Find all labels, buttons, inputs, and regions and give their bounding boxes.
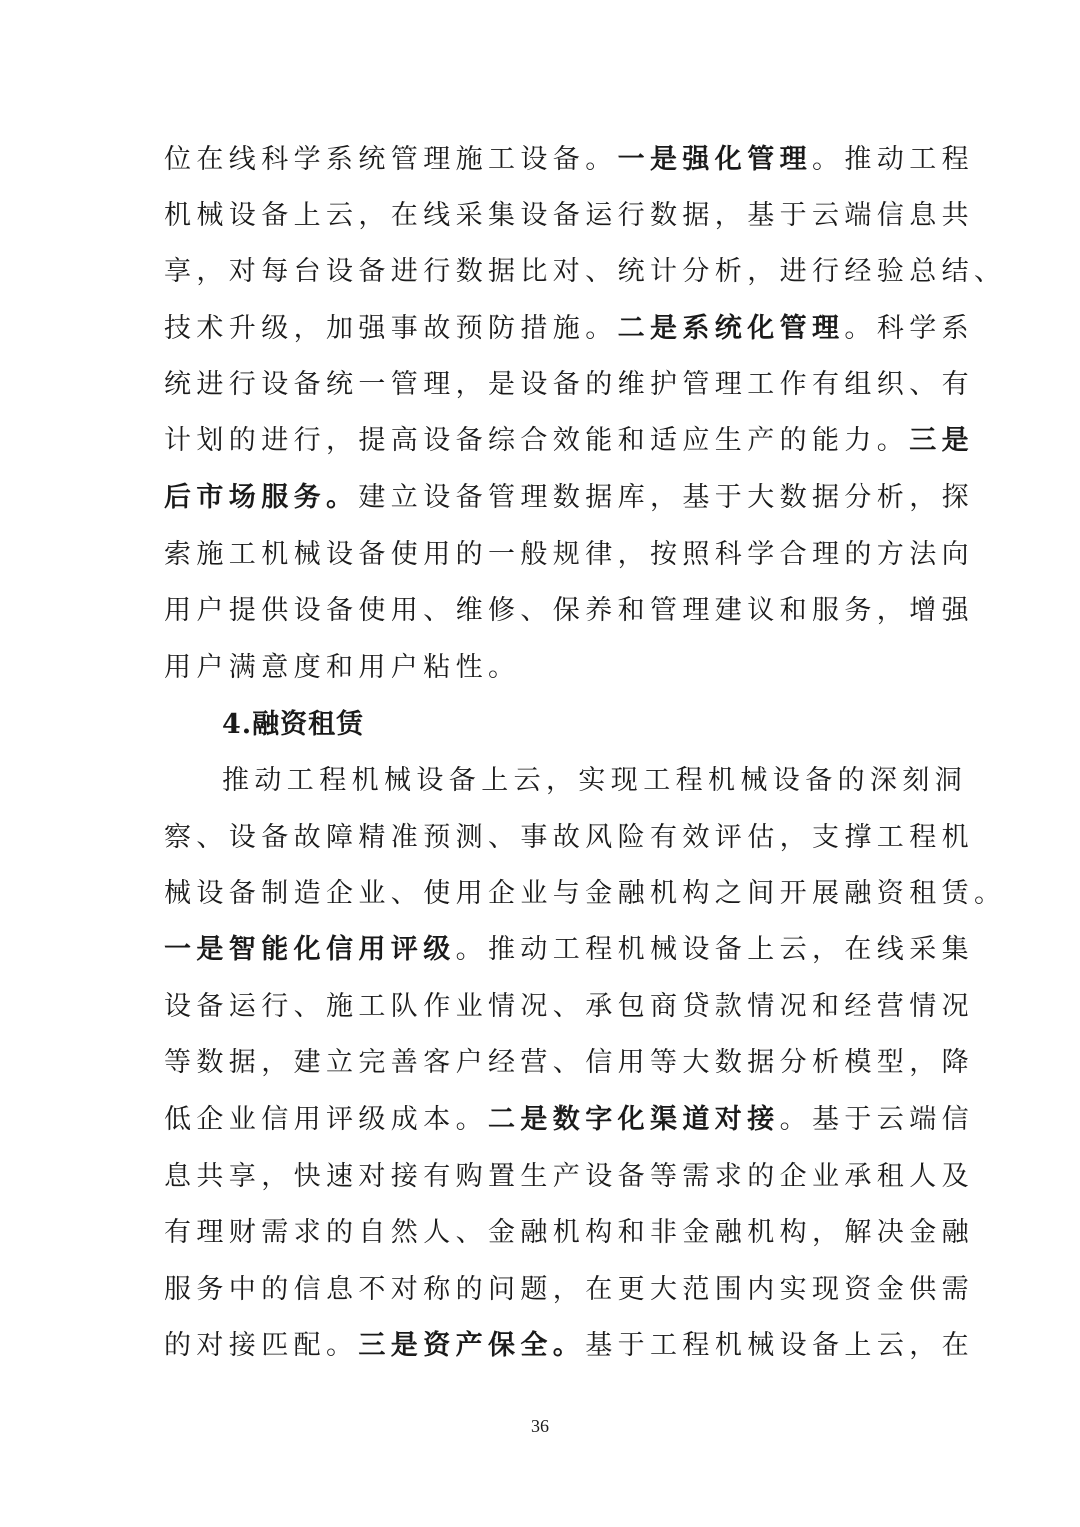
- text-run: 用户提供设备使用、维修、保养和管理建议和服务，增强: [164, 595, 974, 626]
- text-line: [164, 591, 974, 631]
- text-line: [164, 535, 974, 575]
- text-run: 推动工程机械设备上云，实现工程机械设备的深刻洞: [222, 765, 968, 796]
- bold-phrase: 后市场服务。: [164, 482, 359, 513]
- page-number: 36: [531, 1416, 549, 1436]
- text-run: 。基于云端信: [779, 1104, 975, 1135]
- text-run: 统进行设备统一管理，是设备的维护管理工作有组织、有: [164, 369, 974, 400]
- text-line: [164, 818, 974, 858]
- text-run: 计划的进行，提高设备综合效能和适应生产的能力。: [164, 425, 910, 456]
- text-line: [164, 252, 1006, 292]
- text-run: 服务中的信息不对称的问题，在更大范围内实现资金供需: [164, 1274, 974, 1305]
- text-line: [164, 140, 974, 180]
- bold-phrase: 三是: [909, 425, 975, 456]
- text-line: [164, 365, 974, 405]
- text-run: 有理财需求的自然人、金融机构和非金融机构，解决金融: [164, 1217, 974, 1248]
- text-line: [222, 761, 967, 801]
- text-line: [164, 1157, 974, 1197]
- text-run: 技术升级，加强事故预防措施。: [164, 313, 618, 344]
- text-line: [164, 421, 974, 461]
- bold-phrase: 三是资产保全。: [358, 1330, 586, 1361]
- text-run: 等数据，建立完善客户经营、信用等大数据分析模型，降: [164, 1047, 974, 1078]
- bold-phrase: 一是智能化信用评级: [164, 934, 456, 965]
- text-run: 的对接匹配。: [164, 1330, 359, 1361]
- text-line: [164, 196, 974, 236]
- text-run: 息共享，快速对接有购置生产设备等需求的企业承租人及: [164, 1161, 974, 1192]
- bold-phrase: 二是数字化渠道对接: [488, 1104, 780, 1135]
- text-run: 。科学系: [844, 313, 975, 344]
- text-run: 。推动工程机械设备上云，在线采集: [455, 934, 975, 965]
- text-line: [164, 1213, 974, 1253]
- text-line: [164, 478, 974, 518]
- text-line: [164, 648, 520, 688]
- bold-phrase: 二是系统化管理: [617, 313, 845, 344]
- text-line: [164, 930, 974, 970]
- text-run: 建立设备管理数据库，基于大数据分析，探: [358, 482, 975, 513]
- text-run: 机械设备上云，在线采集设备运行数据，基于云端信息共: [164, 200, 974, 231]
- text-line: [164, 1100, 974, 1140]
- text-line: [164, 874, 1006, 914]
- text-run: 基于工程机械设备上云，在: [585, 1330, 975, 1361]
- text-run: 索施工机械设备使用的一般规律，按照科学合理的方法向: [164, 539, 974, 570]
- text-line: [164, 1043, 974, 1083]
- text-run: 设备运行、施工队作业情况、承包商贷款情况和经营情况: [164, 991, 974, 1022]
- text-run: 用户满意度和用户粘性。: [164, 652, 521, 683]
- text-line: [164, 309, 974, 349]
- text-line: [164, 1270, 974, 1310]
- text-line: [164, 1326, 974, 1366]
- text-run: 低企业信用评级成本。: [164, 1104, 488, 1135]
- text-run: 享，对每台设备进行数据比对、统计分析，进行经验总结、: [164, 256, 1007, 287]
- bold-phrase: 一是强化管理: [617, 144, 813, 175]
- text-run: 察、设备故障精准预测、事故风险有效评估，支撑工程机: [164, 822, 974, 853]
- text-run: 械设备制造企业、使用企业与金融机构之间开展融资租赁。: [164, 878, 1007, 909]
- text-run: 位在线科学系统管理施工设备。: [164, 144, 618, 175]
- text-line: [164, 987, 974, 1027]
- section-heading: 4.融资租赁: [222, 709, 365, 740]
- text-run: 。推动工程: [812, 144, 975, 175]
